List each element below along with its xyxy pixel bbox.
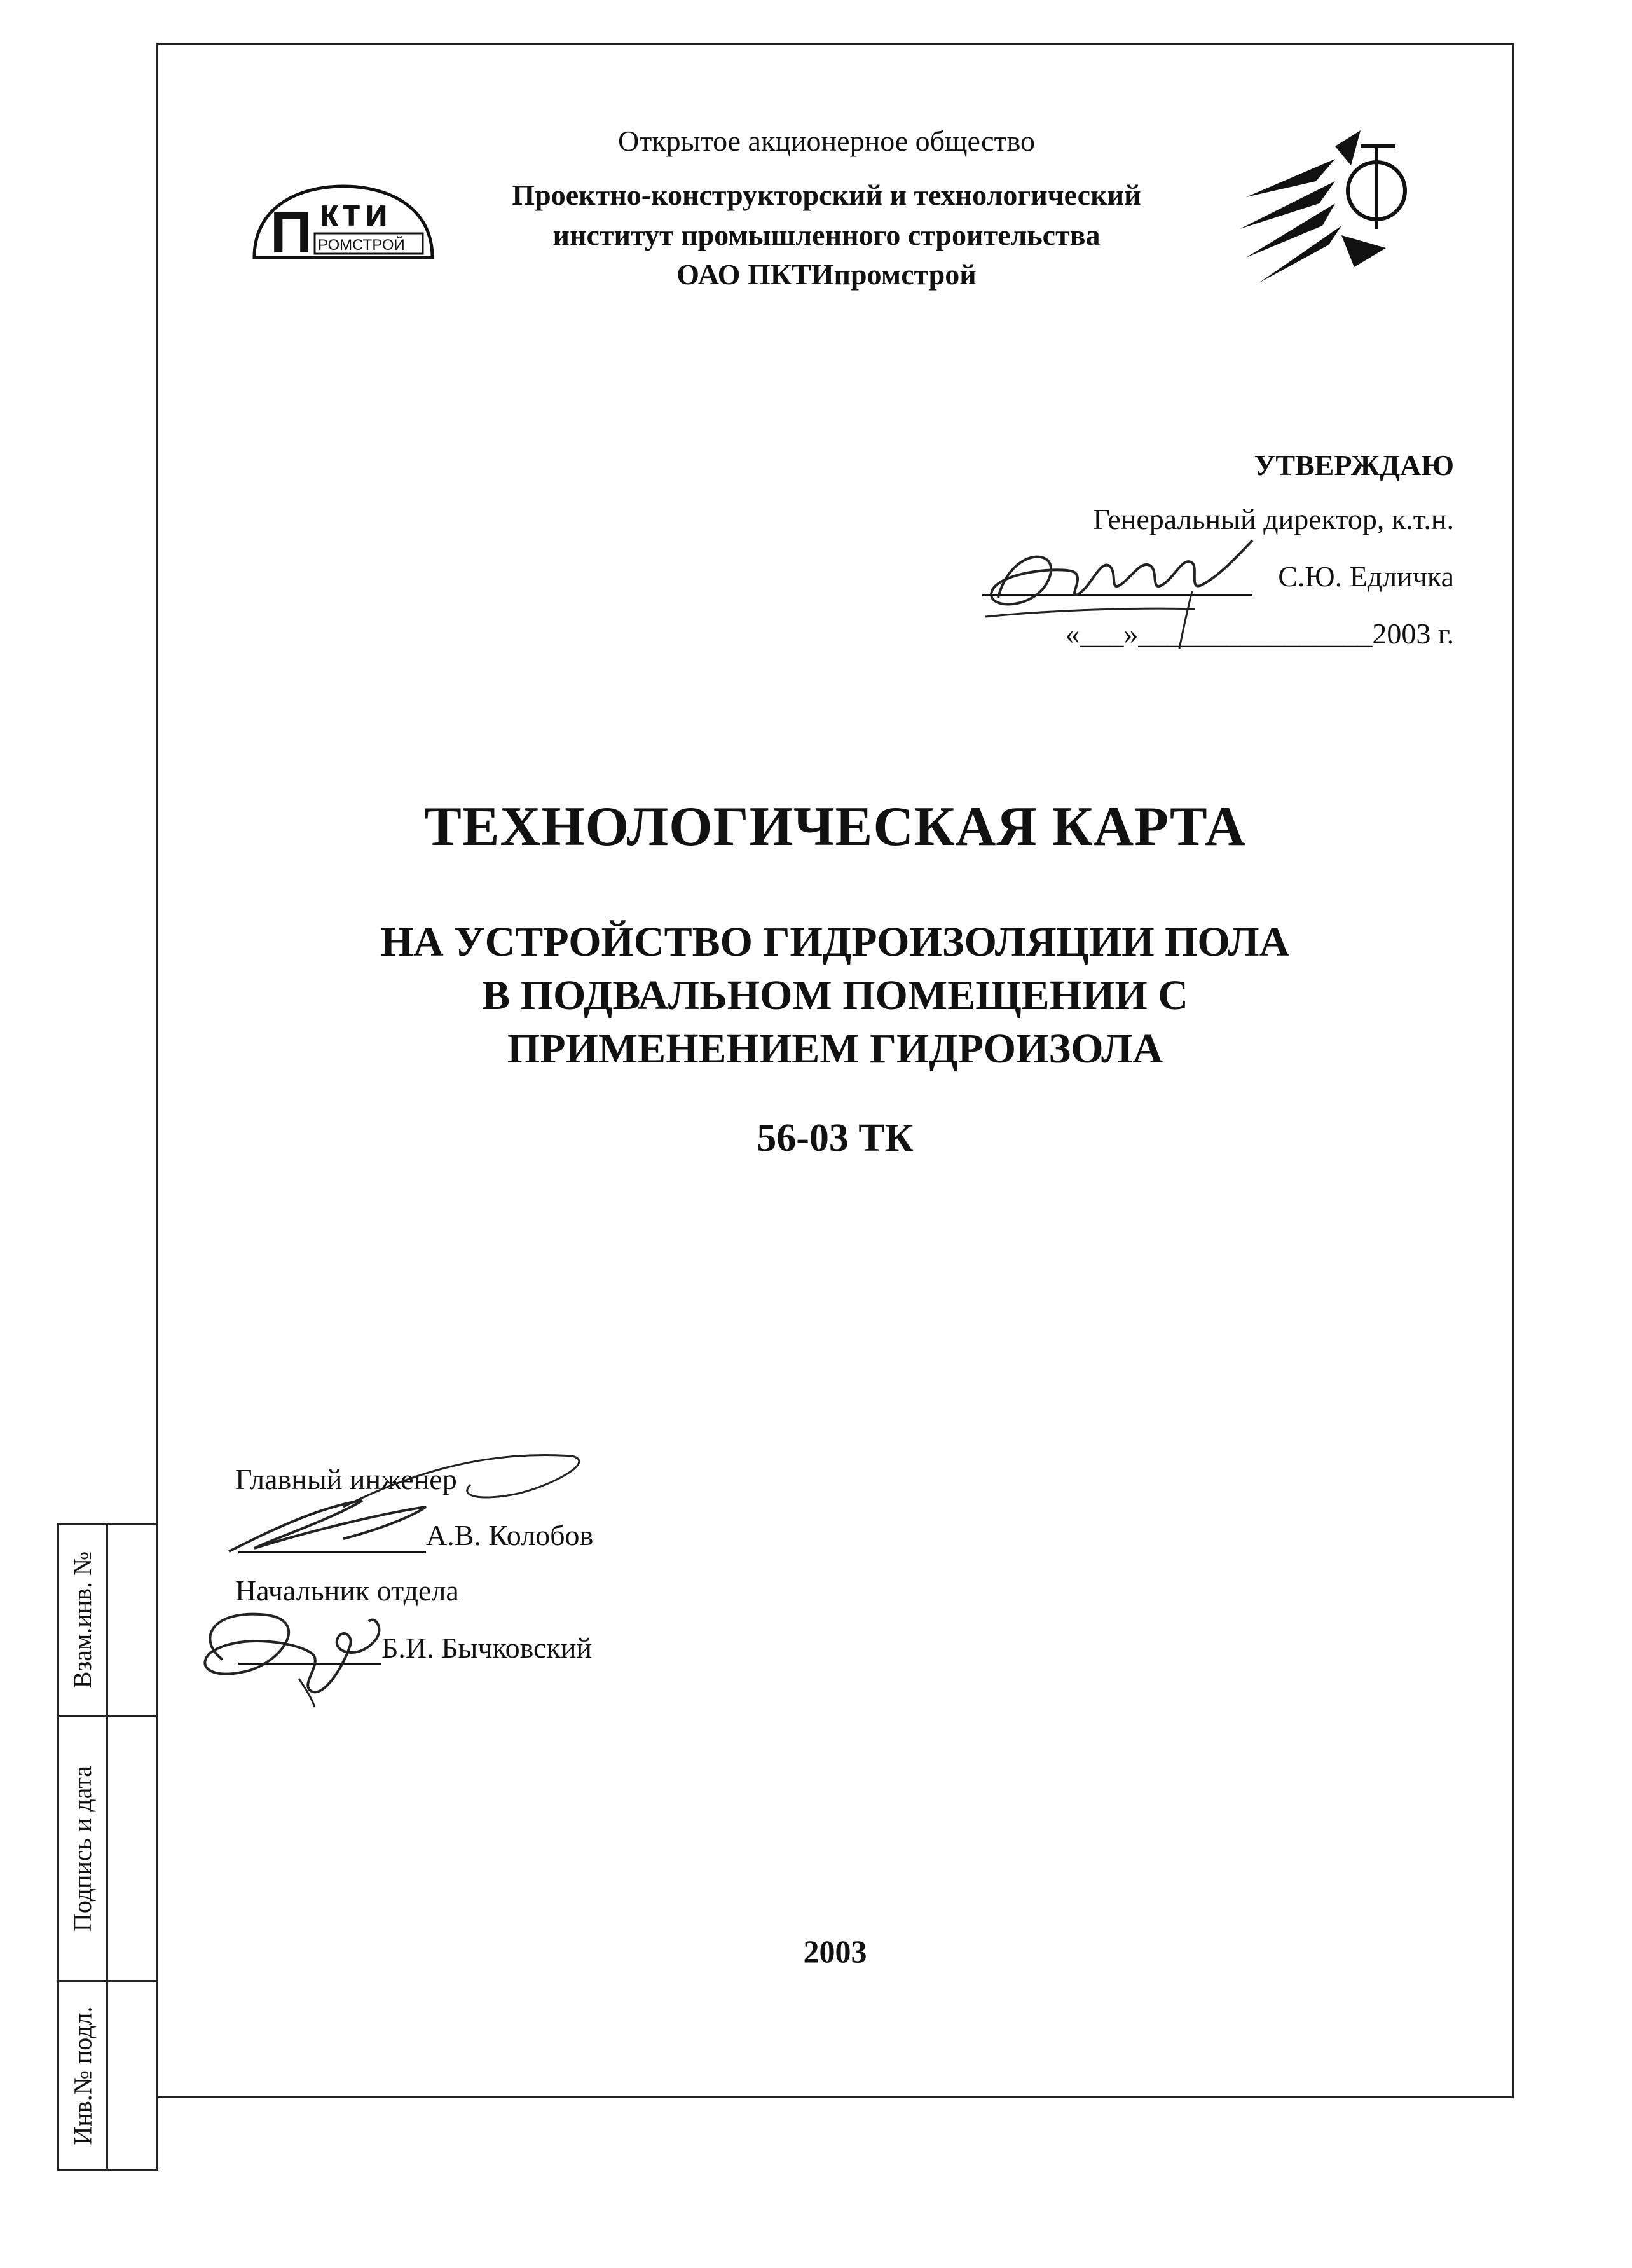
document-subtitle-line1: НА УСТРОЙСТВО ГИДРОИЗОЛЯЦИИ ПОЛА <box>380 919 1290 965</box>
stamp-cell-replacement-inv-value <box>106 1523 158 1717</box>
stamp-cell-original-inv-value <box>106 1980 158 2171</box>
svg-text:кти: кти <box>319 191 392 234</box>
department-head-name: Б.И. Бычковский <box>381 1632 593 1664</box>
stamp-cell-signature-date-value <box>106 1715 158 1982</box>
stamp-cell-replacement-inv <box>57 1523 108 1717</box>
emblem-logo <box>1240 121 1424 292</box>
org-short-name: ОАО ПКТИпромстрой <box>676 258 977 291</box>
stamp-cell-signature-date <box>57 1715 108 1982</box>
approval-title: УТВЕРЖДАЮ <box>1254 449 1454 481</box>
approval-name: С.Ю. Едличка <box>1278 560 1454 593</box>
chief-engineer-name: А.В. Колобов <box>426 1519 594 1551</box>
document-year: 2003 <box>803 1934 867 1969</box>
director-signature <box>973 521 1272 655</box>
stamp-cell-original-inv <box>57 1980 108 2171</box>
svg-text:П: П <box>270 200 313 265</box>
stamp-label-signature-date: Подпись и дата <box>68 1765 97 1932</box>
document-title: ТЕХНОЛОГИЧЕСКАЯ КАРТА <box>424 796 1246 858</box>
org-name-line2: институт промышленного строительства <box>552 219 1101 251</box>
document-subtitle-line3: ПРИМЕНЕНИЕМ ГИДРОИЗОЛА <box>507 1026 1163 1072</box>
approval-date-line: «___»________________2003 г. <box>1065 617 1454 650</box>
svg-text:РОМСТРОЙ: РОМСТРОЙ <box>318 237 405 254</box>
stamp-label-replacement-inv: Взам.инв. № <box>68 1551 97 1689</box>
org-type: Открытое акционерное общество <box>618 125 1035 157</box>
department-head-signature <box>184 1570 413 1717</box>
chief-engineer-signature <box>216 1437 598 1564</box>
stamp-label-original-inv: Инв.№ подл. <box>68 2006 97 2145</box>
document-subtitle <box>156 916 1514 1076</box>
org-name-line1: Проектно-конструкторский и технологический <box>512 179 1141 211</box>
document-code: 56-03 ТК <box>757 1117 914 1160</box>
department-head-position: Начальник отдела <box>235 1574 459 1607</box>
document-subtitle-line2: В ПОДВАЛЬНОМ ПОМЕЩЕНИИ С <box>482 972 1188 1019</box>
chief-engineer-position: Главный инженер <box>235 1463 457 1495</box>
approval-position: Генеральный директор, к.т.н. <box>1093 503 1454 535</box>
